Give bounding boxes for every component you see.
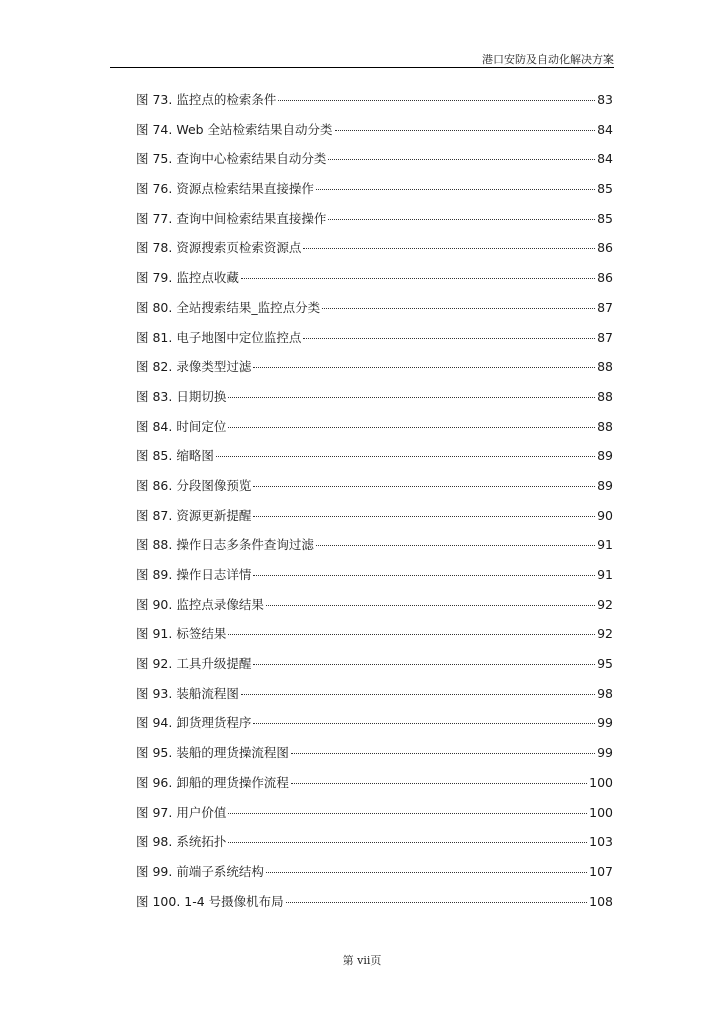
page-number: 第 vii页 — [342, 954, 382, 967]
toc-dot-leader — [266, 872, 587, 873]
toc-entry-page-number[interactable]: 103 — [589, 834, 613, 850]
toc-entry-page-number[interactable]: 84 — [597, 121, 613, 137]
toc-entry-page-number[interactable]: 86 — [597, 240, 613, 256]
toc-dot-leader — [328, 159, 595, 160]
toc-dot-leader — [278, 100, 595, 101]
toc-entry-label[interactable]: 图 82. 录像类型过滤 — [136, 359, 252, 375]
toc-entry-page-number[interactable]: 91 — [597, 537, 613, 553]
toc-dot-leader — [253, 575, 595, 576]
toc-dot-leader — [316, 189, 595, 190]
toc-entry[interactable] — [136, 713, 613, 743]
toc-dot-leader — [228, 397, 595, 398]
toc-entry-label[interactable]: 图 78. 资源搜索页检索资源点 — [136, 240, 302, 256]
toc-entry-label[interactable]: 图 90. 监控点录像结果 — [136, 596, 264, 612]
toc-dot-leader — [253, 664, 595, 665]
toc-entry[interactable] — [136, 803, 613, 833]
toc-dot-leader — [335, 130, 596, 131]
toc-entry-page-number[interactable]: 84 — [597, 151, 613, 167]
toc-entry[interactable] — [136, 238, 613, 268]
toc-dot-leader — [216, 456, 595, 457]
toc-dot-leader — [253, 486, 595, 487]
toc-entry[interactable] — [136, 684, 613, 714]
toc-dot-leader — [228, 842, 587, 843]
toc-entry[interactable] — [136, 268, 613, 298]
toc-entry-page-number[interactable]: 91 — [597, 567, 613, 582]
toc-dot-leader — [266, 605, 595, 606]
toc-entry[interactable] — [136, 862, 613, 892]
toc-entry-label[interactable]: 图 75. 查询中心检索结果自动分类 — [136, 151, 327, 167]
toc-entry-label[interactable]: 图 80. 全站搜索结果_监控点分类 — [136, 299, 321, 315]
toc-entry-page-number[interactable]: 88 — [597, 388, 613, 404]
toc-dot-leader — [228, 634, 595, 635]
toc-entry[interactable] — [136, 832, 613, 862]
toc-entry-page-number[interactable]: 92 — [597, 596, 613, 612]
toc-entry[interactable] — [136, 120, 613, 150]
toc-dot-leader — [228, 813, 587, 814]
toc-entry-label[interactable]: 图 86. 分段图像预览 — [136, 477, 252, 493]
toc-entry-label[interactable]: 图 97. 用户价值 — [136, 804, 227, 820]
toc-entry[interactable] — [136, 328, 613, 358]
toc-entry[interactable] — [136, 209, 613, 239]
toc-entry-page-number[interactable]: 100 — [589, 774, 613, 790]
toc-entry-page-number[interactable]: 95 — [597, 656, 613, 672]
toc-entry[interactable] — [136, 357, 613, 387]
toc-entry[interactable] — [136, 535, 613, 565]
toc-entry[interactable] — [136, 595, 613, 625]
toc-entry[interactable] — [136, 624, 613, 654]
toc-entry-label[interactable]: 图 79. 监控点收藏 — [136, 270, 239, 286]
toc-entry-page-number[interactable]: 107 — [589, 863, 613, 879]
toc-dot-leader — [253, 723, 595, 724]
toc-entry-page-number[interactable]: 108 — [589, 893, 613, 909]
toc-entry-label[interactable]: 图 83. 日期切换 — [136, 388, 227, 404]
toc-entry[interactable] — [136, 298, 613, 328]
toc-entry-label[interactable]: 图 87. 资源更新提醒 — [136, 507, 252, 523]
toc-entry-page-number[interactable]: 87 — [597, 329, 613, 345]
toc-dot-leader — [328, 219, 595, 220]
toc-dot-leader — [322, 308, 595, 309]
toc-entry[interactable] — [136, 892, 613, 922]
toc-entry-label[interactable]: 图 81. 电子地图中定位监控点 — [136, 329, 302, 345]
toc-entry-page-number[interactable]: 89 — [597, 477, 613, 493]
toc-entry-page-number[interactable]: 83 — [597, 92, 613, 107]
toc-entry-page-number[interactable]: 85 — [597, 181, 613, 197]
toc-entry[interactable] — [136, 90, 613, 120]
toc-dot-leader — [241, 694, 595, 695]
toc-entry-page-number[interactable]: 87 — [597, 299, 613, 315]
toc-dot-leader — [228, 427, 595, 428]
toc-entry-page-number[interactable]: 89 — [597, 448, 613, 464]
toc-entry-label[interactable]: 图 99. 前端子系统结构 — [136, 863, 264, 879]
table-of-figures — [136, 90, 613, 921]
toc-entry-label[interactable]: 图 91. 标签结果 — [136, 626, 227, 642]
toc-entry-label[interactable]: 图 94. 卸货理货程序 — [136, 715, 252, 731]
toc-dot-leader — [303, 248, 595, 249]
toc-entry-label[interactable]: 图 89. 操作日志详情 — [136, 567, 252, 582]
toc-entry-page-number[interactable]: 88 — [597, 359, 613, 375]
toc-entry-label[interactable]: 图 88. 操作日志多条件查询过滤 — [136, 537, 314, 553]
toc-dot-leader — [303, 338, 595, 339]
header-divider — [110, 67, 614, 68]
toc-entry[interactable] — [136, 179, 613, 209]
toc-entry[interactable] — [136, 743, 613, 773]
toc-entry-label[interactable]: 图 77. 查询中间检索结果直接操作 — [136, 210, 327, 226]
toc-entry[interactable] — [136, 446, 613, 476]
toc-entry-label[interactable]: 图 76. 资源点检索结果直接操作 — [136, 181, 314, 197]
toc-entry-label[interactable]: 图 74. Web 全站检索结果自动分类 — [136, 121, 333, 137]
toc-entry[interactable] — [136, 773, 613, 803]
toc-entry[interactable] — [136, 387, 613, 417]
toc-dot-leader — [291, 753, 595, 754]
toc-dot-leader — [316, 545, 595, 546]
toc-entry-label[interactable]: 图 95. 装船的理货操流程图 — [136, 745, 289, 761]
toc-entry-label[interactable]: 图 96. 卸船的理货操作流程 — [136, 774, 289, 790]
toc-entry-label[interactable]: 图 85. 缩略图 — [136, 448, 214, 464]
toc-entry[interactable] — [136, 565, 613, 595]
toc-entry[interactable] — [136, 506, 613, 536]
toc-entry-label[interactable]: 图 92. 工具升级提醒 — [136, 656, 252, 672]
toc-entry-label[interactable]: 图 100. 1-4 号摄像机布局 — [136, 893, 284, 909]
toc-entry-page-number[interactable]: 100 — [589, 804, 613, 820]
toc-dot-leader — [286, 902, 587, 903]
toc-entry-page-number[interactable]: 86 — [597, 270, 613, 286]
toc-entry-page-number[interactable]: 98 — [597, 685, 613, 701]
toc-entry[interactable] — [136, 417, 613, 447]
toc-dot-leader — [291, 783, 587, 784]
toc-entry-page-number[interactable]: 90 — [597, 507, 613, 523]
toc-entry-page-number[interactable]: 99 — [597, 745, 613, 761]
toc-entry-label[interactable]: 图 84. 时间定位 — [136, 418, 227, 434]
toc-dot-leader — [241, 278, 595, 279]
toc-entry-page-number[interactable]: 85 — [597, 210, 613, 226]
toc-entry-label[interactable]: 图 98. 系统拓扑 — [136, 834, 227, 850]
toc-entry[interactable] — [136, 476, 613, 506]
toc-entry[interactable] — [136, 654, 613, 684]
toc-dot-leader — [253, 516, 595, 517]
toc-entry-page-number[interactable]: 88 — [597, 418, 613, 434]
toc-entry-page-number[interactable]: 99 — [597, 715, 613, 731]
toc-entry-label[interactable]: 图 73. 监控点的检索条件 — [136, 92, 277, 107]
document-title: 港口安防及自动化解决方案 — [482, 53, 614, 66]
toc-entry-page-number[interactable]: 92 — [597, 626, 613, 642]
toc-entry[interactable] — [136, 149, 613, 179]
toc-entry-label[interactable]: 图 93. 装船流程图 — [136, 685, 239, 701]
toc-dot-leader — [253, 367, 595, 368]
